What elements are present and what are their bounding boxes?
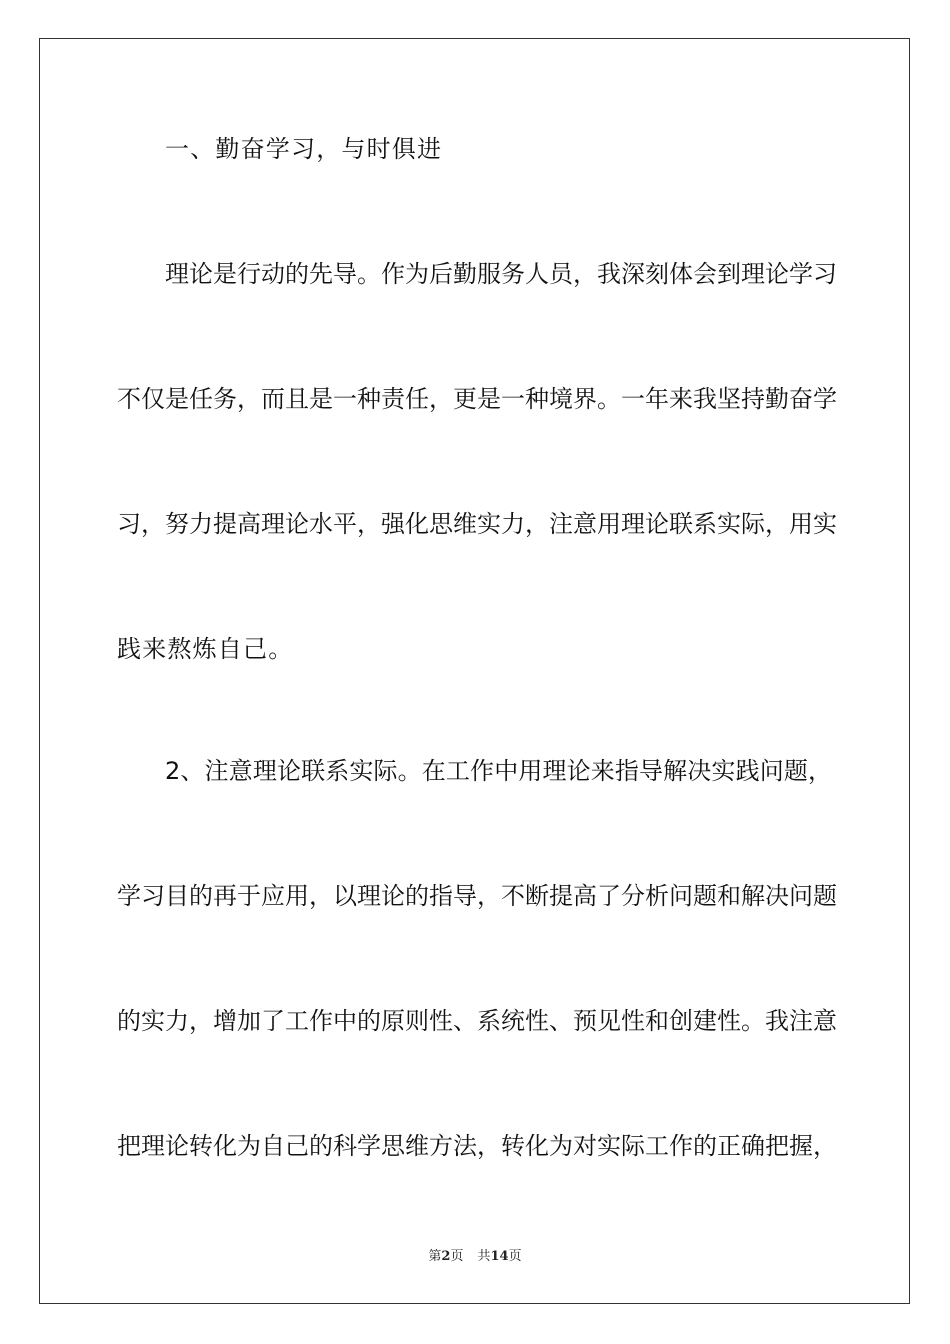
paragraph-2-line-4: 把理论转化为自己的科学思维方法，转化为对实际工作的正确把握，: [117, 1132, 837, 1160]
paragraph-2-line-1: 2、注意理论联系实际。在工作中用理论来指导解决实践问题，: [165, 757, 832, 785]
paragraph-1-line-4: 践来熬炼自己。: [117, 635, 294, 663]
page-prefix: 第: [428, 1249, 442, 1264]
total-suffix: 页: [508, 1249, 522, 1264]
paragraph-1-line-3: 习，努力提高理论水平，强化思维实力，注意用理论联系实际，用实: [117, 510, 837, 538]
page-suffix: 页: [450, 1249, 464, 1264]
paragraph-1-line-2: 不仅是任务，而且是一种责任，更是一种境界。一年来我坚持勤奋学: [117, 385, 837, 413]
section-heading: 一、勤奋学习，与时俱进: [165, 135, 443, 163]
page-border: [39, 38, 910, 1304]
paragraph-2-line-3: 的实力，增加了工作中的原则性、系统性、预见性和创建性。我注意: [117, 1007, 837, 1035]
total-pages: 14: [490, 1249, 509, 1264]
paragraph-1-line-1: 理论是行动的先导。作为后勤服务人员，我深刻体会到理论学习: [165, 260, 837, 288]
page-footer: [0, 1249, 950, 1265]
paragraph-2-line-2: 学习目的再于应用，以理论的指导，不断提高了分析问题和解决问题: [117, 882, 837, 910]
page-number: 2: [441, 1249, 451, 1264]
total-prefix: 共: [477, 1249, 491, 1264]
